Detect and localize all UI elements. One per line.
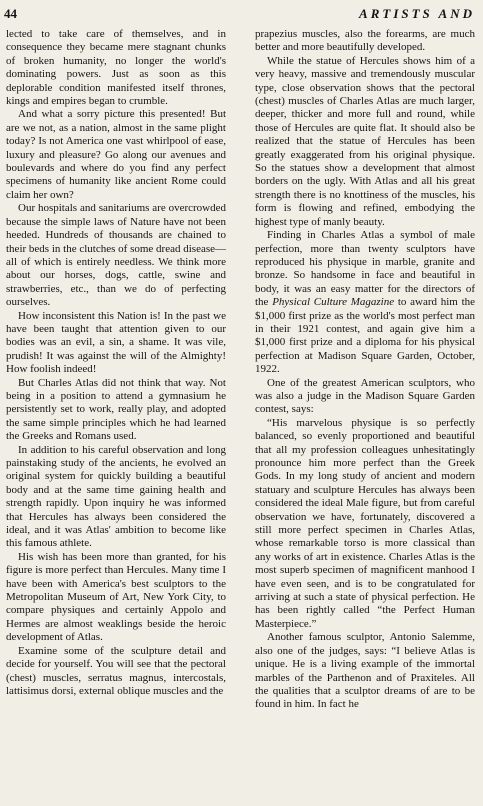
paragraph: And what a sorry picture this presented! But are we not, as a nation, almost in the same plight today? Is not America one vast whirlpool of ease, luxury and pleasure? Go along our avenues and boulevards and where do you find any perfect specimens of humanity like ancient Rome could claim her own?	[6, 108, 226, 201]
paragraph: prapezius muscles, also the forearms, are much better and more beautifully developed.	[255, 28, 475, 54]
text-run: to award him the $1,000 first prize as the world's most perfect man in their 1921 contest, and again give him a $1,000 first prize and a diploma for his physical perfection at Madison Square Garden, October, 1922.	[255, 296, 476, 376]
quotation-paragraph: “His marvelous physique is so perfectly balanced, so evenly proportioned and beautiful that all my profession colleagues unhesitatingly pronounce him more perfect than the Greek Gods. In my long study of ancient and modern statuary and sculpture Hercules has always been considered the ideal Male figure, but from careful observation we have, fortunately, discovered a still more perfect specimen in Charles Atlas, whose remarkable torso is more classical than any works of art in existence. Charles Atlas is the most superb specimen of magnificent manhood I have even seen, and is to be congratulated for arriving at such a state of physical perfection. He has been rightly called “the Perfect Human Masterpiece.”	[255, 416, 475, 630]
running-head: ARTISTS AND	[359, 6, 475, 21]
page-number: 44	[4, 6, 17, 21]
paragraph: His wish has been more than granted, for his figure is more perfect than Hercules. Many time I have been with America's best sculptors to the Metropolitan Museum of Art, New York City, to compare physiques and certainly Appolo and Hermes are almost weaklings beside the heroic development of Atlas.	[6, 550, 226, 644]
paragraph: Examine some of the sculpture detail and decide for yourself. You will see that the pectoral (chest) muscles, serratus magnus, intercostals, lattisimus dorsi, external oblique muscles and the	[6, 644, 226, 697]
paragraph: How inconsistent this Nation is! In the past we have been taught that attention given to our bodies was an evil, a sin, a shame. It was vile, prudish! It was against the will of the Almighty! How foolish indeed!	[6, 309, 226, 376]
right-column	[255, 28, 475, 712]
paragraph: Another famous sculptor, Antonio Salemme, also one of the judges, says: “I believe Atlas is unique. He is a living example of the immortal marbles of the Parthenon and of Praxiteles. All the qualities that a sculptor dreams of are to be found in him. In fact he	[255, 631, 475, 711]
left-column	[6, 28, 226, 698]
paragraph: In addition to his careful observation and long painstaking study of the ancients, he evolved an original system for quickly building a beautiful body and at the same time gaining health and strength rapidly. Upon inquiry he was informed that Hercules has always been considered the ideal, and it was Atlas' ambition to become like this famous athlete.	[6, 443, 226, 550]
paragraph: But Charles Atlas did not think that way. Not being in a position to attend a gymnasium he persistently set to work, really play, and adopted the same simple principles which he had learned the Greeks and Romans used.	[6, 376, 226, 443]
paragraph: While the statue of Hercules shows him of a very heavy, massive and tremendously muscular type, close observation shows that the pectoral (chest) muscles of Charles Atlas are much larger, deeper, thicker and more full and round, while those of Hercules are quite flat. It should also be realized that the statue of Hercules has been greatly exaggerated from his original physique. So the statues show a development that almost borders on the ugly. With Atlas and all his great strength there is no knottiness of the muscles, his form is flowing and refined, embodying the highest type of manly beauty.	[255, 54, 475, 228]
magazine-title: Physical Culture Magazine	[272, 296, 395, 309]
paragraph	[255, 229, 475, 376]
page-header	[4, 6, 475, 26]
paragraph: lected to take care of themselves, and in consequence they became mere stagnant chunks of broken humanity, no longer the world's dominating powers. Just as soon as this deplorable condition manifested itself thrones, kings and empires began to crumble.	[6, 28, 226, 108]
paragraph: Our hospitals and sanitariums are overcrowded because the simple laws of Nature have not been heeded. Hundreds of thousands are chained to their beds in the clutches of some dread disease—all of which is entirely needless. We think more about our horses, dogs, cattle, swine and strawberries, etc., than we do of perfecting ourselves.	[6, 202, 226, 309]
paragraph: One of the greatest American sculptors, who was also a judge in the Madison Square Garden contest, says:	[255, 376, 475, 416]
text-run: Finding in Charles Atlas a symbol of male perfection, more than twenty sculptors have reproduced his physique in marble, granite and bronze. So handsome in face and beautiful in body, it was an easy matter for the directors of the	[255, 229, 475, 309]
